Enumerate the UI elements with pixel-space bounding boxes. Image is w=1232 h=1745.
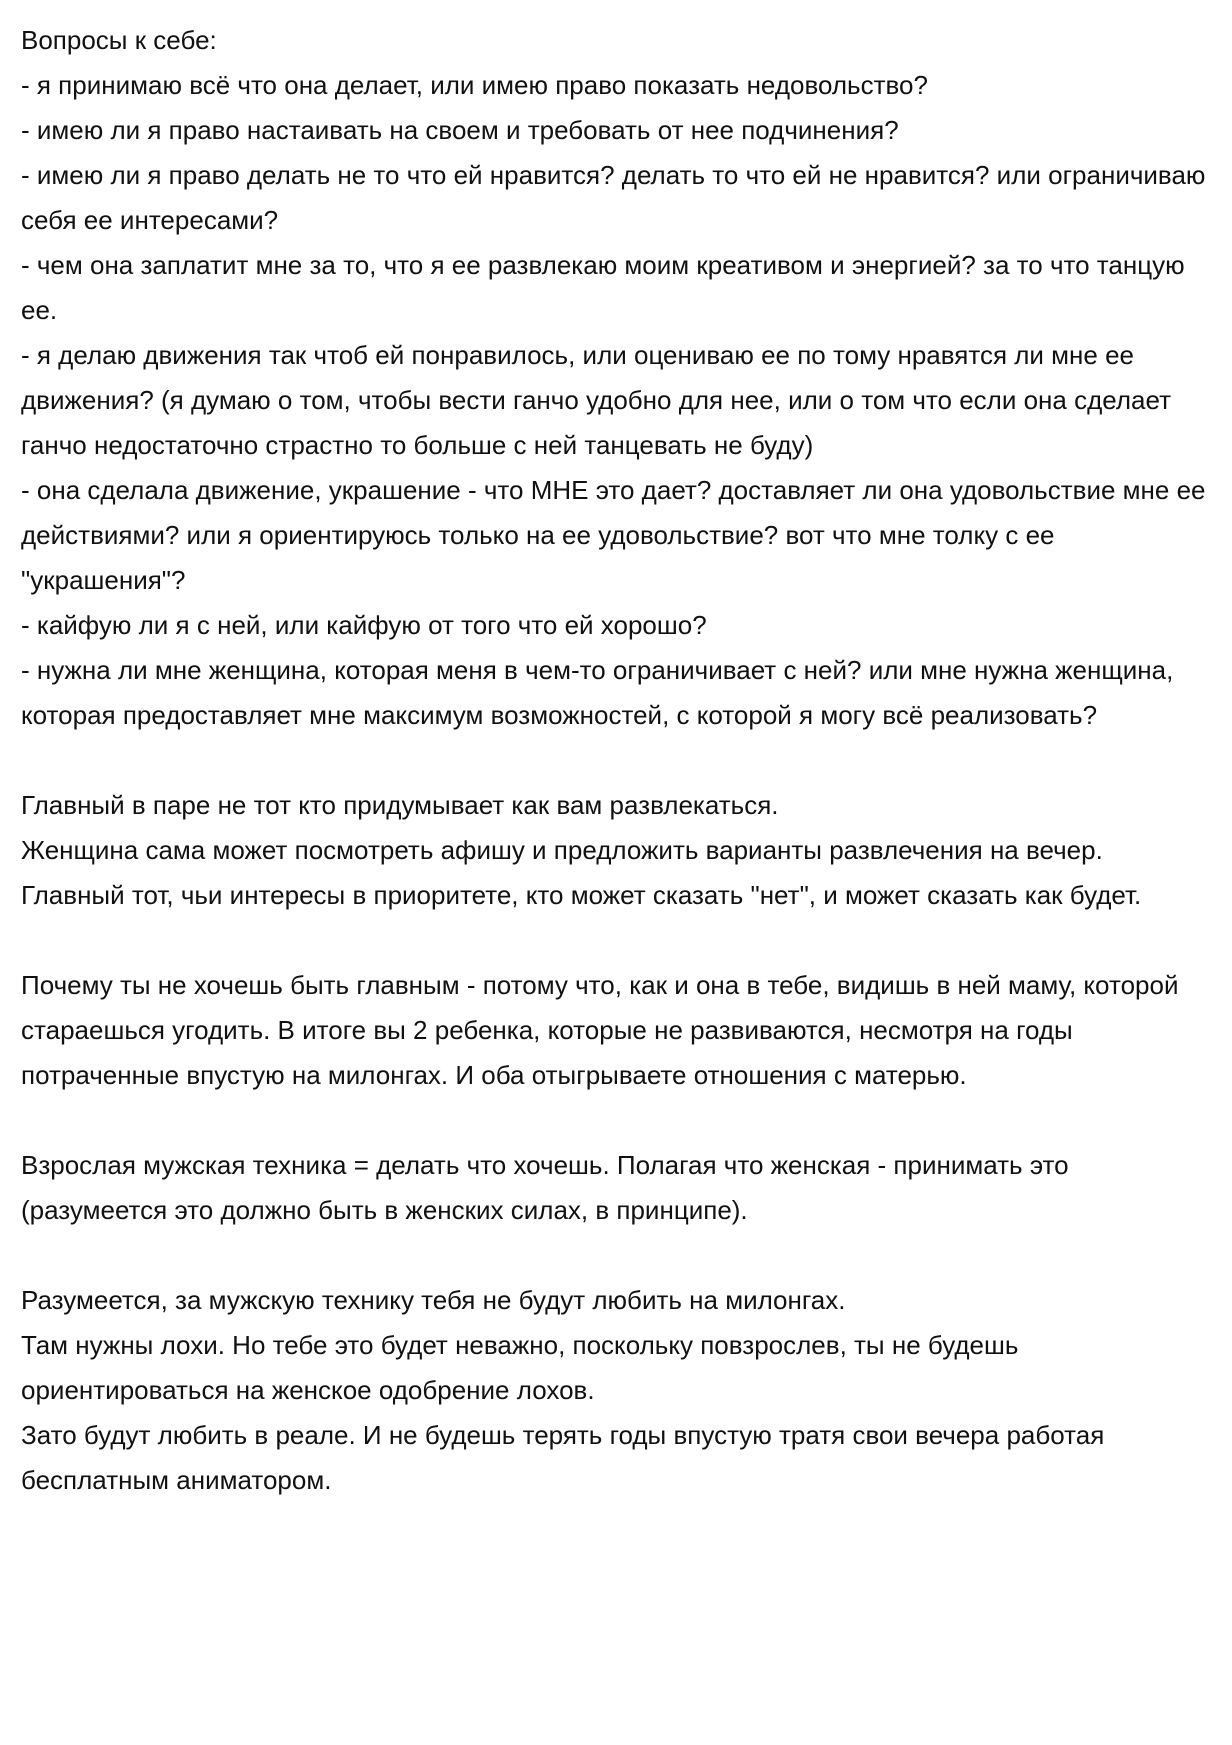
questions-section xyxy=(21,18,1211,738)
paragraph-line: Главный в паре не тот кто придумывает как вам развлекаться. xyxy=(21,790,779,820)
paragraph-line: Там нужны лохи. Но тебе это будет неважно, поскольку повзрослев, ты не будешь ориентироваться на женское одобрение лохов. xyxy=(21,1330,1019,1405)
technique-section xyxy=(21,1143,1211,1233)
question-item: - я принимаю всё что она делает, или имею право показать недовольство? xyxy=(21,70,928,100)
paragraph-line: Почему ты не хочешь быть главным - потому что, как и она в тебе, видишь в ней маму, которой стараешься угодить. В итоге вы 2 ребенка, которые не развиваются, несмотря на годы потраченные впустую на милонгах. И оба отыгрываете отношения с матерью. xyxy=(21,970,1179,1090)
question-item: - имею ли я право делать не то что ей нравится? делать то что ей не нравится? или ограничиваю себя ее интересами? xyxy=(21,160,1206,235)
leader-section xyxy=(21,783,1211,918)
question-item: - имею ли я право настаивать на своем и требовать от нее подчинения? xyxy=(21,115,899,145)
question-item: - кайфую ли я с ней, или кайфую от того что ей хорошо? xyxy=(21,610,707,640)
milonga-section xyxy=(21,1278,1211,1503)
question-item: - она сделала движение, украшение - что МНЕ это дает? доставляет ли она удовольствие мне ее действиями? или я ориентируюсь только на ее удовольствие? вот что мне толку с ее "украшения"? xyxy=(21,475,1206,595)
question-item: - нужна ли мне женщина, которая меня в чем-то ограничивает с ней? или мне нужна женщина, которая предоставляет мне максимум возможностей, с которой я могу всё реализовать? xyxy=(21,655,1174,730)
question-item: - я делаю движения так чтоб ей понравилось, или оцениваю ее по тому нравятся ли мне ее движения? (я думаю о том, чтобы вести ганчо удобно для нее, или о том что если она сделает ганчо недостаточно страстно то больше с ней танцевать не буду) xyxy=(21,340,1172,460)
paragraph-line: Главный тот, чьи интересы в приоритете, кто может сказать "нет", и может сказать как будет. xyxy=(21,880,1142,910)
question-item: - чем она заплатит мне за то, что я ее развлекаю моим креативом и энергией? за то что танцую ее. xyxy=(21,250,1185,325)
paragraph-line: Взрослая мужская техника = делать что хочешь. Полагая что женская - принимать это (разумеется это должно быть в женских силах, в принципе). xyxy=(21,1150,1069,1225)
post-body xyxy=(21,18,1211,1503)
why-section xyxy=(21,963,1211,1098)
paragraph-line: Зато будут любить в реале. И не будешь терять годы впустую тратя свои вечера работая бесплатным аниматором. xyxy=(21,1420,1105,1495)
section-heading: Вопросы к себе: xyxy=(21,25,217,55)
paragraph-line: Женщина сама может посмотреть афишу и предложить варианты развлечения на вечер. xyxy=(21,835,1103,865)
paragraph-line: Разумеется, за мужскую технику тебя не будут любить на милонгах. xyxy=(21,1285,846,1315)
